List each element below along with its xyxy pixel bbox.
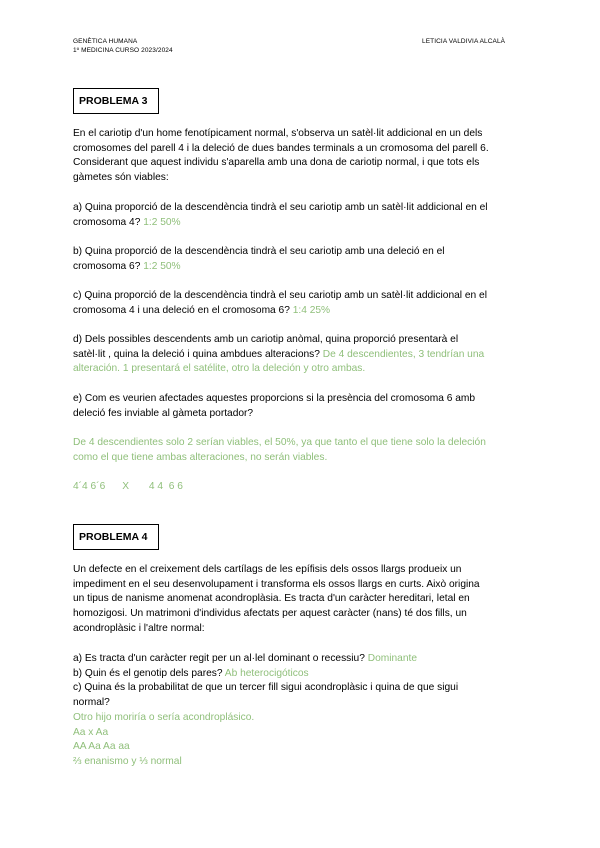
problem4-intro xyxy=(73,563,533,637)
problem4-title: PROBLEMA 4 xyxy=(79,531,148,543)
question-text: normal? xyxy=(73,697,110,709)
intro-line: impediment en el seu desenvolupament i transforma els ossos llargs en curts. Això origina xyxy=(73,578,480,590)
answer-text: De 4 descendientes, 3 tendrían una xyxy=(322,348,485,360)
intro-line: En el cariotip d'un home fenotípicament normal, s'observa un satèl·lit addicional en un dels xyxy=(73,128,483,139)
problem3-question-b xyxy=(73,245,533,274)
problem3-intro xyxy=(73,127,533,186)
problem3-title-box xyxy=(73,88,159,114)
intro-line: acondroplàsic i l'altre normal: xyxy=(73,622,205,634)
answer-text: Aa x Aa xyxy=(73,726,109,738)
question-text: cromosoma 4 i una deleció en el cromosoma 6? xyxy=(73,304,290,316)
header-left xyxy=(73,37,173,55)
answer-text: ⅔ enanismo y ⅓ normal xyxy=(73,755,182,767)
question-text: a) Quina proporció de la descendència tindrà el seu cariotip amb un satèl·lit addicional en el xyxy=(73,202,488,213)
problem3-question-a xyxy=(73,201,533,230)
problem3-question-d xyxy=(73,333,533,377)
genetic-cross: 4´4 6´6 X 4 4 6 6 xyxy=(73,481,183,492)
problem3-title: PROBLEMA 3 xyxy=(79,95,148,107)
question-text: b) Quina proporció de la descendència tindrà el seu cariotip amb una deleció en el xyxy=(73,246,445,257)
author-name: LETICIA VALDIVIA ALCALÀ xyxy=(422,38,506,45)
answer-text: 1:4 25% xyxy=(292,304,331,316)
question-text: a) Es tracta d'un caràcter regit per un al·lel dominant o recessiu? xyxy=(73,653,365,664)
answer-text: Dominante xyxy=(367,653,417,664)
answer-text: AA Aa Aa aa xyxy=(73,741,130,753)
answer-text: 1:2 50% xyxy=(143,216,181,228)
course-title: GENÈTICA HUMANA xyxy=(73,38,138,45)
answer-text: De 4 descendientes solo 2 serían viables, el 50%, ya que tanto el que tiene solo la deleción xyxy=(73,437,486,448)
answer-text: como el que tiene ambas alteraciones, no serán viables. xyxy=(73,451,328,463)
question-text: cromosoma 6? xyxy=(73,260,141,272)
answer-text: 1:2 50% xyxy=(143,260,181,272)
problem3-question-e xyxy=(73,392,533,421)
answer-text: Otro hijo moriría o sería acondroplásico. xyxy=(73,711,255,723)
intro-line: homozigosi. Un matrimoni d'individus afectats per aquest caràcter (nans) té dos fills, un xyxy=(73,608,467,620)
course-year: 1º MEDICINA CURSO 2023/2024 xyxy=(73,47,173,54)
answer-text: Ab heterocigóticos xyxy=(224,667,309,679)
question-text: c) Quina és la probabilitat de que un tercer fill sigui acondroplàsic i quina de que sigui xyxy=(73,682,459,694)
question-text: satèl·lit , quina la deleció i quina ambdues alteracions? xyxy=(73,348,320,360)
problem4-questions xyxy=(73,652,533,770)
intro-line: un tipus de nanisme anomenat acondroplàsia. Es tracta d'un caràcter hereditari, letal en xyxy=(73,593,470,605)
intro-line: Un defecte en el creixement dels cartílags de les epífisis dels ossos llargs produeix un xyxy=(73,564,462,575)
intro-line: Considerant que aquest individu s'aparella amb una dona de cariotip normal, i que tots els xyxy=(73,157,480,169)
problem4-title-box xyxy=(73,524,159,550)
intro-line: gàmetes són viables: xyxy=(73,172,169,184)
intro-line: cromosomes del parell 4 i la deleció de dues bandes terminals a un cromosoma del parell 6. xyxy=(73,142,489,154)
question-text: b) Quin és el genotip dels pares? xyxy=(73,667,223,679)
question-text: cromosoma 4? xyxy=(73,216,141,228)
problem3-answer-e xyxy=(73,436,533,465)
question-text: e) Com es veurien afectades aquestes proporcions si la presència del cromosoma 6 amb xyxy=(73,393,476,404)
question-text: d) Dels possibles descendents amb un cariotip anòmal, quina proporció presentarà el xyxy=(73,334,459,345)
question-text: deleció fes inviable al gàmeta portador? xyxy=(73,407,254,419)
question-text: c) Quina proporció de la descendència tindrà el seu cariotip amb un satèl·lit addicional en el xyxy=(73,290,487,301)
answer-text: alteración. 1 presentará el satélite, otro la deleción y otro ambas. xyxy=(73,363,366,375)
problem3-question-c xyxy=(73,289,533,318)
